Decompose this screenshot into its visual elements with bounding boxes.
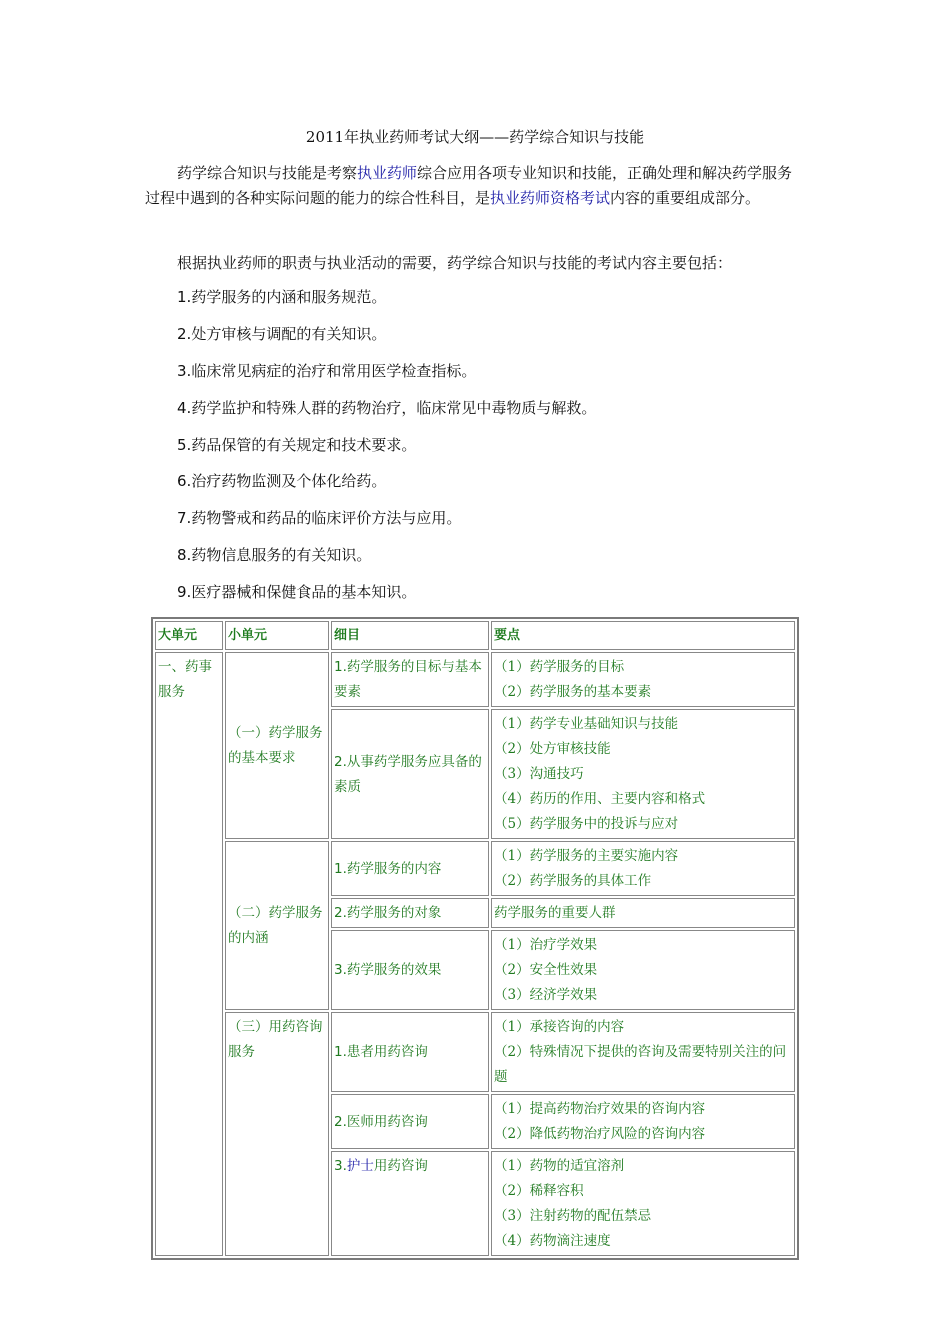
detail-cell: 3.药学服务的效果 (331, 930, 489, 1010)
document-title: 2011年执业药师考试大纲——药学综合知识与技能 (305, 128, 645, 146)
minor-unit-1: （一）药学服务的基本要求 (225, 652, 329, 839)
table-row (155, 841, 795, 896)
point-line: （3）注射药物的配伍禁忌 (494, 1208, 652, 1224)
list-item: 5.药品保管的有关规定和技术要求。 (177, 436, 417, 454)
point-line: （4）药历的作用、主要内容和格式 (494, 791, 706, 807)
point-line: （2）稀释容积 (494, 1183, 584, 1199)
point-line: （4）药物滴注速度 (494, 1233, 611, 1249)
point-line: （2）特殊情况下提供的咨询及需要特别关注的问题 (494, 1044, 787, 1085)
header-major-unit: 大单元 (155, 621, 223, 650)
table-header-row (155, 621, 795, 650)
intro-text-1: 药学综合知识与技能是考察 (177, 164, 358, 182)
syllabus-table (151, 617, 799, 1260)
point-line: （1）承接咨询的内容 (494, 1019, 625, 1035)
list-item: 4.药学监护和特殊人群的药物治疗，临床常见中毒物质与解救。 (177, 399, 597, 417)
detail-cell: 2.从事药学服务应具备的素质 (331, 709, 489, 839)
list-item: 9.医疗器械和保健食品的基本知识。 (177, 583, 417, 601)
major-unit-cell: 一、药事服务 (155, 652, 223, 1256)
list-item: 2.处方审核与调配的有关知识。 (177, 325, 387, 343)
header-detail: 细目 (331, 621, 489, 650)
intro-text-2: 综合应用各项专业知识和技能，正确处理和解决药学服务过程中遇到的各种实际问题的能力的综合性科目，是 (145, 164, 793, 207)
header-minor-unit: 小单元 (225, 621, 329, 650)
lead-text: 根据执业药师的职责与执业活动的需要，药学综合知识与技能的考试内容主要包括： (177, 254, 733, 272)
points-cell (491, 1094, 795, 1149)
points-cell (491, 930, 795, 1010)
point-line: （3）沟通技巧 (494, 766, 584, 782)
point-line: （3）经济学效果 (494, 987, 598, 1003)
point-line: （2）降低药物治疗风险的咨询内容 (494, 1126, 706, 1142)
intro-text-3: 内容的重要组成部分。 (610, 189, 761, 207)
point-line: （1）药物的适宜溶剂 (494, 1158, 625, 1174)
point-line: （2）处方审核技能 (494, 741, 611, 757)
detail-cell: 1.药学服务的内容 (331, 841, 489, 896)
list-item: 3.临床常见病症的治疗和常用医学检查指标。 (177, 362, 477, 380)
link-licensed-pharmacist[interactable]: 执业药师 (357, 164, 418, 182)
link-pharmacist-exam[interactable]: 执业药师资格考试 (490, 189, 611, 207)
list-item: 7.药物警戒和药品的临床评价方法与应用。 (177, 509, 462, 527)
table-row (155, 1012, 795, 1092)
points-cell (491, 898, 795, 928)
detail-cell: 2.药学服务的对象 (331, 898, 489, 928)
link-nurse[interactable]: 护士 (346, 1158, 374, 1174)
list-item: 1.药学服务的内涵和服务规范。 (177, 288, 387, 306)
minor-unit-2: （二）药学服务的内涵 (225, 841, 329, 1010)
point-line: （5）药学服务中的投诉与应对 (494, 816, 679, 832)
points-cell (491, 841, 795, 896)
detail-cell: 1.药学服务的目标与基本要素 (331, 652, 489, 707)
point-line: 药学服务的重要人群 (494, 905, 616, 921)
points-cell (491, 709, 795, 839)
lead-paragraph (145, 251, 805, 276)
list-item: 6.治疗药物监测及个体化给药。 (177, 472, 387, 490)
detail-cell: 1.患者用药咨询 (331, 1012, 489, 1092)
point-line: （1）药学服务的主要实施内容 (494, 848, 679, 864)
point-line: （2）安全性效果 (494, 962, 598, 978)
detail-cell: 3.护士用药咨询 (331, 1151, 489, 1256)
list-item: 8.药物信息服务的有关知识。 (177, 546, 372, 564)
point-line: （1）药学专业基础知识与技能 (494, 716, 679, 732)
detail-cell: 2.医师用药咨询 (331, 1094, 489, 1149)
point-line: （2）药学服务的基本要素 (494, 684, 652, 700)
header-key-points: 要点 (491, 621, 795, 650)
point-line: （1）治疗学效果 (494, 937, 598, 953)
point-line: （1）提高药物治疗效果的咨询内容 (494, 1101, 706, 1117)
table-row (155, 652, 795, 707)
minor-unit-3: （三）用药咨询服务 (225, 1012, 329, 1256)
point-line: （2）药学服务的具体工作 (494, 873, 652, 889)
intro-paragraph (145, 161, 805, 211)
point-line: （1）药学服务的目标 (494, 659, 625, 675)
points-cell (491, 1151, 795, 1256)
points-cell (491, 1012, 795, 1092)
points-cell (491, 652, 795, 707)
